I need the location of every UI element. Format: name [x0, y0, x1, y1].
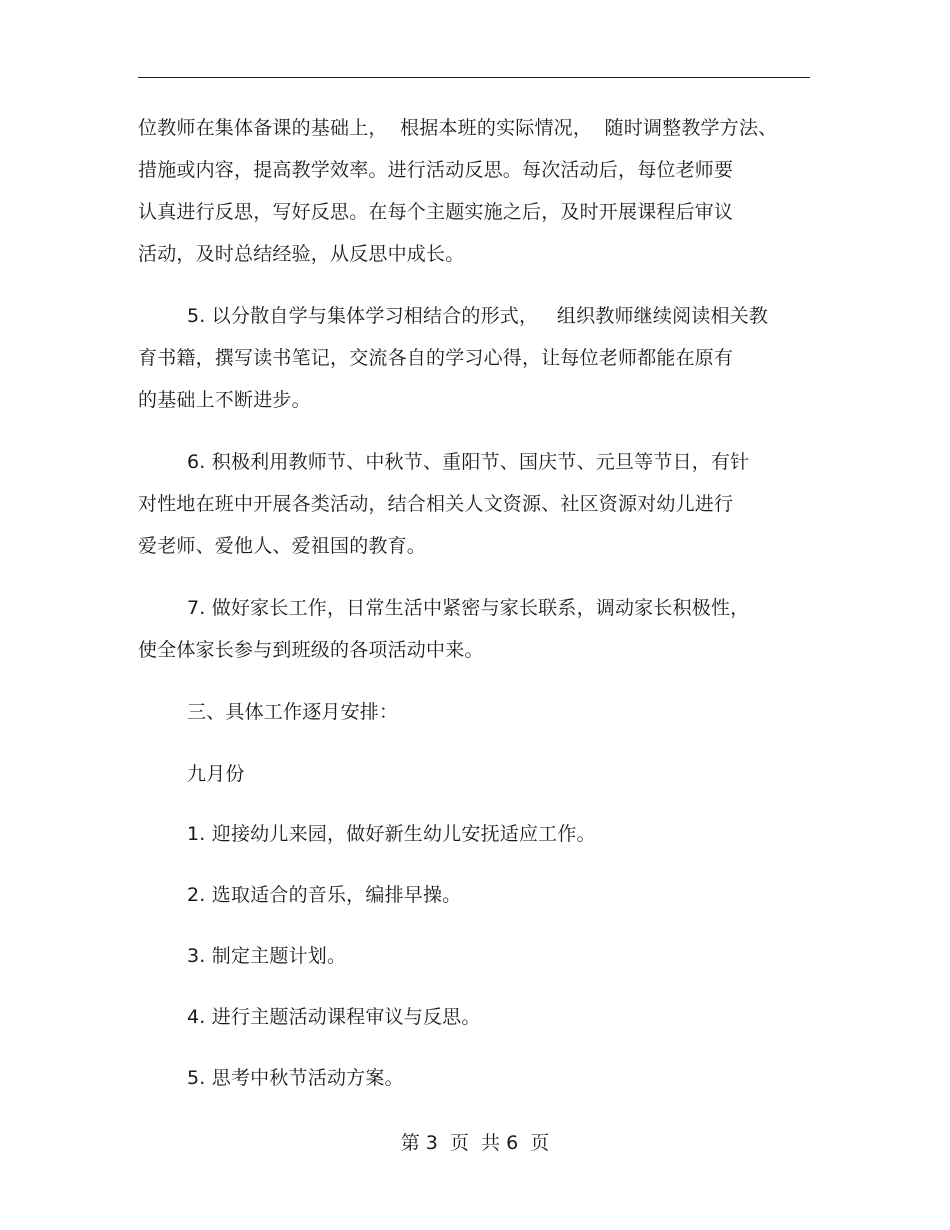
text-line: 7. 做好家长工作，日常生活中紧密与家长联系，调动家长积极性，: [187, 597, 750, 619]
text-line: 认真进行反思，写好反思。在每个主题实施之后，及时开展课程后审议: [138, 201, 734, 223]
text-line: 使全体家长参与到班级的各项活动中来。: [138, 639, 484, 661]
list-item: 1. 迎接幼儿来园，做好新生幼儿安抚适应工作。: [187, 823, 596, 845]
text-line: 育书籍，撰写读书笔记，交流各自的学习心得，让每位老师都能在原有: [138, 347, 734, 369]
text-line: 对性地在班中开展各类活动，结合相关人文资源、社区资源对幼儿进行: [138, 493, 734, 515]
month-heading: 九月份: [187, 763, 245, 785]
header-rule: [138, 77, 810, 78]
page-number-footer: 第 3 页 共 6 页: [400, 1132, 550, 1154]
text-line: 的基础上不断进步。: [138, 389, 311, 411]
list-item: 5. 思考中秋节活动方案。: [187, 1067, 404, 1089]
text-line: 5. 以分散自学与集体学习相结合的形式， 组织教师继续阅读相关教: [187, 305, 769, 327]
list-item: 2. 选取适合的音乐，编排早操。: [187, 884, 462, 906]
list-item: 4. 进行主题活动课程审议与反思。: [187, 1006, 481, 1028]
text-line: 爱老师、爱他人、爱祖国的教育。: [138, 535, 427, 557]
text-line: 措施或内容，提高教学效率。进行活动反思。每次活动后，每位老师要: [138, 159, 734, 181]
text-line: 6. 积极利用教师节、中秋节、重阳节、国庆节、元旦等节日，有针: [187, 451, 750, 473]
section-heading: 三、具体工作逐月安排：: [187, 701, 399, 723]
text-line: 位教师在集体备课的基础上， 根据本班的实际情况， 随时调整教学方法、: [138, 117, 778, 139]
text-line: 活动，及时总结经验，从反思中成长。: [138, 243, 465, 265]
list-item: 3. 制定主题计划。: [187, 945, 347, 967]
